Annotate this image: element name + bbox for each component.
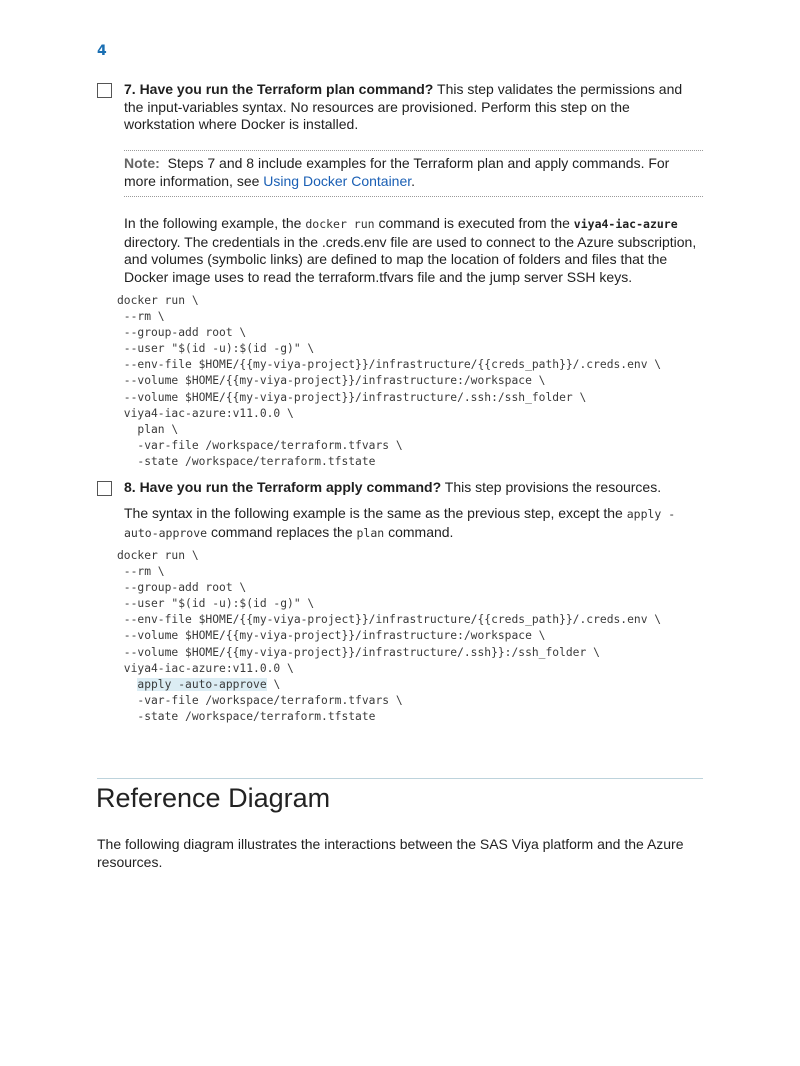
step-7-description: This step validates the permissions and the input-variables syntax. No resources are provisioned. Perform this step on the workstation where Docker is installed. xyxy=(124,81,683,132)
step-8-text xyxy=(124,479,703,497)
apply-code-after: \ -var-file /workspace/terraform.tfvars \ -state /workspace/terraform.tfstate xyxy=(137,677,403,723)
docker-run-code: docker run xyxy=(305,217,375,231)
step-7 xyxy=(97,81,703,134)
note-end: . xyxy=(411,172,416,189)
syntax-text-2: command replaces the xyxy=(207,523,357,540)
example-text-1: In the following example, the xyxy=(124,215,306,231)
page-number: 4 xyxy=(97,43,107,59)
note-label: Note: xyxy=(124,155,160,171)
docker-container-link[interactable]: Using Docker Container xyxy=(263,172,412,189)
apply-code-block xyxy=(117,548,661,725)
section-divider xyxy=(97,778,703,779)
plan-code-block: docker run \ --rm \ --group-add root \ --user "$(id -u):$(id -g)" \ --env-file $HOME/{{my-viya-project}}/infrastructure/{{creds_path}}/.creds.env \ --volume $HOME/{{my-viya-project}}/infrastructure:/workspace \ --volume $HOME/{{my-viya-project}}/infrastructure/.ssh:/ssh_folder \ viya4-iac-azure:v11.0.0 \ plan \ -var-file /workspace/terraform.tfvars \ -state /workspace/terraform.tfstate xyxy=(117,294,662,468)
step-8-checkbox[interactable] xyxy=(97,481,112,496)
syntax-text-3: command. xyxy=(384,523,454,540)
apply-code-highlight: apply -auto-approve xyxy=(137,677,267,691)
plan-code: plan xyxy=(356,525,385,540)
example-paragraph xyxy=(124,215,706,286)
reference-diagram-intro: The following diagram illustrates the interactions between the SAS Viya platform and the Azure resources. xyxy=(97,836,684,870)
step-8-description: This step provisions the resources. xyxy=(441,479,662,495)
viya4-iac-azure-code: viya4-iac-azure xyxy=(573,217,678,231)
step-7-checkbox[interactable] xyxy=(97,83,112,98)
syntax-paragraph xyxy=(124,505,706,542)
apply-code-before: docker run \ --rm \ --group-add root \ --user "$(id -u):$(id -g)" \ --env-file $HOME/{{my-viya-project}}/infrastructure/{{creds_path}}/.creds.env \ --volume $HOME/{{my-viya-project}}/infrastructure:/workspace \ --volume $HOME/{{my-viya-project}}/infrastructure/.ssh}}:/ssh_folder \ viya4-iac-azure:v11.0.0 \ xyxy=(117,549,662,675)
step-7-title: 7. Have you run the Terraform plan command? xyxy=(124,81,434,97)
step-8 xyxy=(97,479,703,497)
example-text-2: command is executed from the xyxy=(374,215,574,231)
note-text: Steps 7 and 8 include examples for the Terraform plan and apply commands. For more information, see xyxy=(124,155,670,189)
syntax-text-1: The syntax in the following example is the same as the previous step, except the xyxy=(124,505,627,521)
note-box xyxy=(124,150,703,197)
step-8-title: 8. Have you run the Terraform apply command? xyxy=(124,479,442,495)
apply-auto-approve-code: apply -auto-approve xyxy=(124,507,676,540)
example-text-3: directory. The credentials in the .creds.env file are used to connect to the Azure subscription, and volumes (symbolic links) are defined to map the location of folders and files that the Docker image uses to read the terraform.tfvars file and the jump server SSH keys. xyxy=(124,233,697,285)
step-7-text xyxy=(124,81,703,134)
reference-diagram-heading: Reference Diagram xyxy=(96,783,331,813)
